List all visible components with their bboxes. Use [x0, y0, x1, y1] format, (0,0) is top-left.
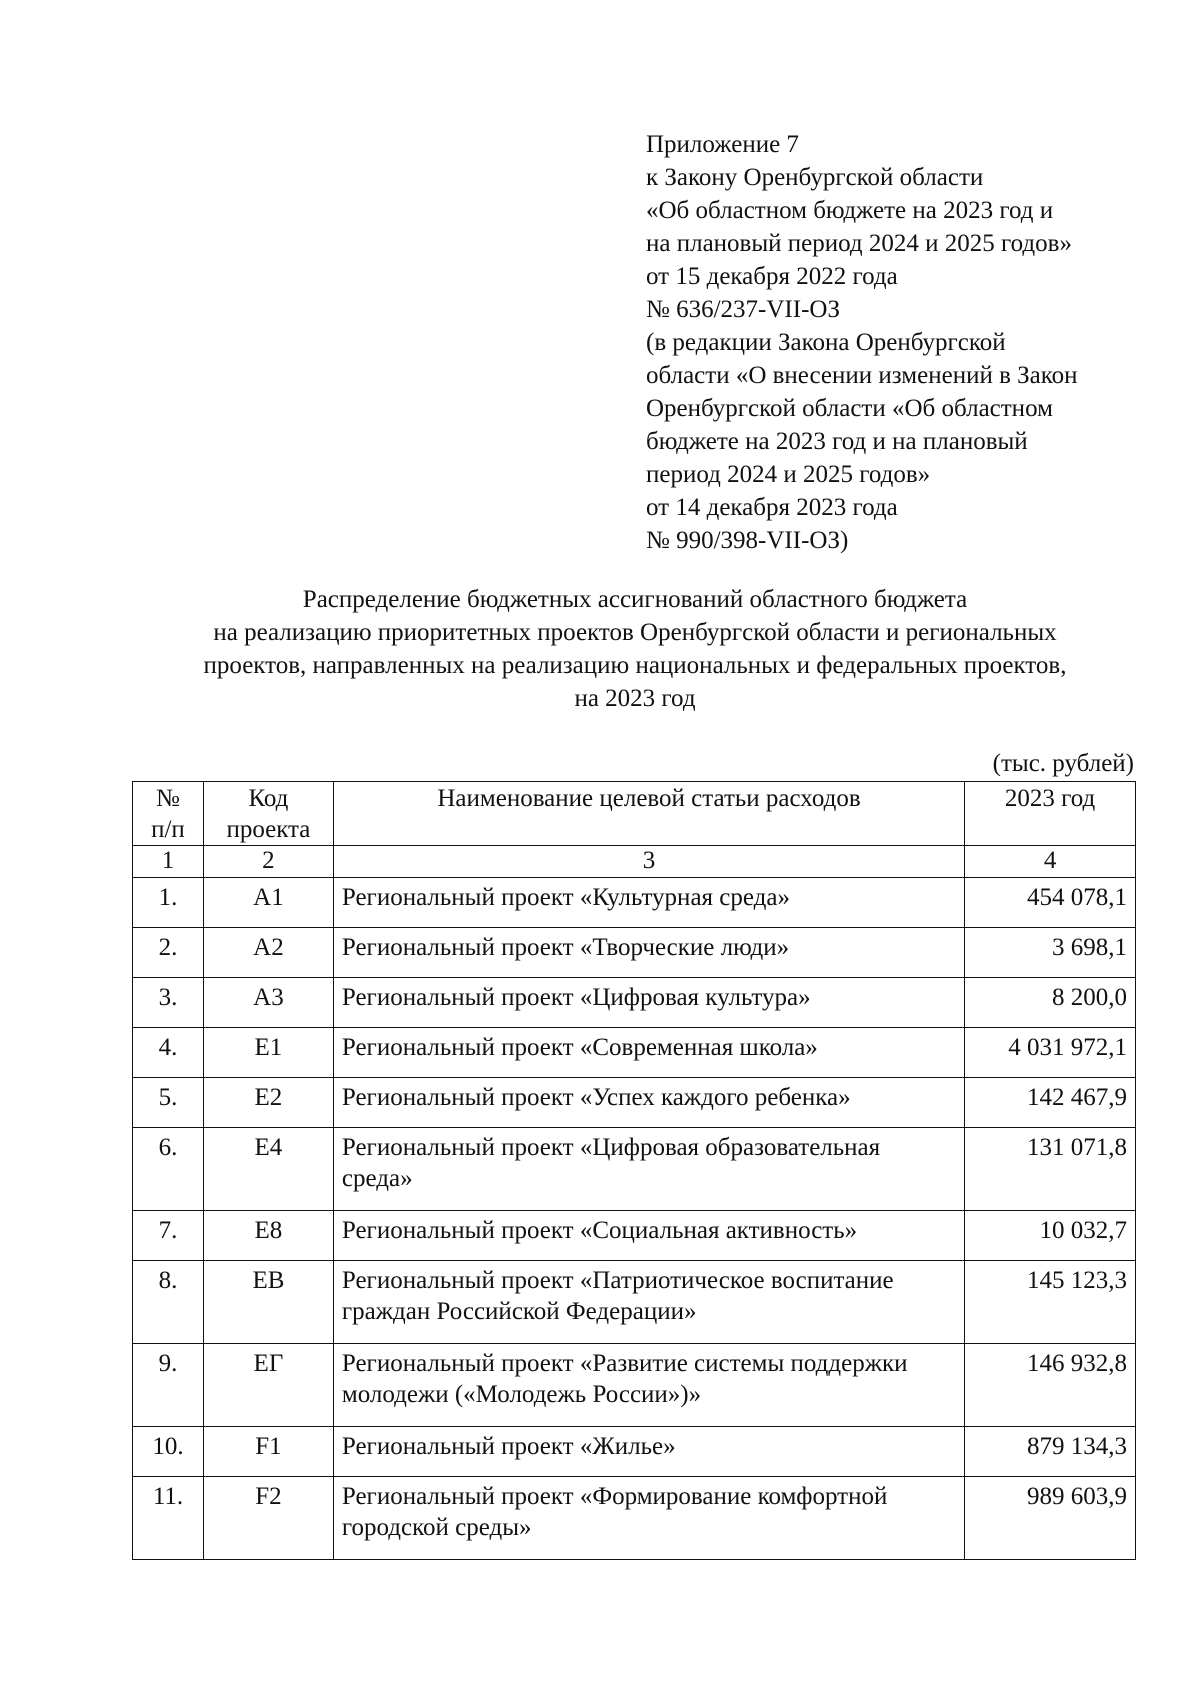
header-code-line: Код	[248, 785, 289, 812]
table-header-row	[133, 782, 1136, 846]
units-label: (тыс. рублей)	[992, 750, 1134, 777]
title-line: проектов, направленных на реализацию национальных и федеральных проектов,	[203, 652, 1067, 679]
table-row	[133, 1028, 1136, 1078]
document-title	[130, 583, 1140, 715]
appendix-line: № 990/398-VII-ОЗ)	[646, 527, 849, 554]
row-code: ЕГ	[203, 1344, 333, 1427]
appendix-line: от 14 декабря 2023 года	[646, 494, 898, 521]
table-row	[133, 1128, 1136, 1211]
header-num	[133, 782, 204, 846]
column-index: 1	[133, 846, 204, 878]
table-row	[133, 878, 1136, 928]
row-amount: 879 134,3	[965, 1427, 1136, 1477]
row-name: Региональный проект «Современная школа»	[333, 1028, 964, 1078]
row-amount: 145 123,3	[965, 1261, 1136, 1344]
row-num: 8.	[133, 1261, 204, 1344]
row-num: 3.	[133, 978, 204, 1028]
title-line: на 2023 год	[574, 685, 696, 712]
header-code	[203, 782, 333, 846]
row-code: А2	[203, 928, 333, 978]
row-code: Е1	[203, 1028, 333, 1078]
table-row	[133, 1344, 1136, 1427]
row-name: Региональный проект «Успех каждого ребенка»	[333, 1078, 964, 1128]
table-row	[133, 928, 1136, 978]
appendix-line: период 2024 и 2025 годов»	[646, 461, 931, 488]
header-amount: 2023 год	[965, 782, 1136, 846]
row-amount: 8 200,0	[965, 978, 1136, 1028]
row-num: 4.	[133, 1028, 204, 1078]
row-num: 7.	[133, 1211, 204, 1261]
row-num: 5.	[133, 1078, 204, 1128]
appendix-line: к Закону Оренбургской области	[646, 164, 984, 191]
row-name: Региональный проект «Цифровая культура»	[333, 978, 964, 1028]
row-name: Региональный проект «Культурная среда»	[333, 878, 964, 928]
row-num: 6.	[133, 1128, 204, 1211]
row-name: Региональный проект «Цифровая образовательная среда»	[333, 1128, 964, 1211]
table-row	[133, 978, 1136, 1028]
row-amount: 10 032,7	[965, 1211, 1136, 1261]
table-row	[133, 1477, 1136, 1560]
appendix-line: на плановый период 2024 и 2025 годов»	[646, 230, 1072, 257]
row-amount: 142 467,9	[965, 1078, 1136, 1128]
table-row	[133, 1261, 1136, 1344]
row-code: Е2	[203, 1078, 333, 1128]
row-amount: 3 698,1	[965, 928, 1136, 978]
row-name: Региональный проект «Развитие системы поддержки молодежи («Молодежь России»)»	[333, 1344, 964, 1427]
column-index-row	[133, 846, 1136, 878]
row-name: Региональный проект «Социальная активность»	[333, 1211, 964, 1261]
row-code: А3	[203, 978, 333, 1028]
appendix-line: бюджете на 2023 год и на плановый	[646, 428, 1028, 455]
title-line: на реализацию приоритетных проектов Оренбургской области и региональных	[213, 619, 1057, 646]
header-name: Наименование целевой статьи расходов	[333, 782, 964, 846]
row-num: 2.	[133, 928, 204, 978]
row-num: 9.	[133, 1344, 204, 1427]
row-amount: 989 603,9	[965, 1477, 1136, 1560]
title-line: Распределение бюджетных ассигнований областного бюджета	[302, 586, 968, 613]
table-row	[133, 1078, 1136, 1128]
row-code: Е4	[203, 1128, 333, 1211]
appendix-line: (в редакции Закона Оренбургской	[646, 329, 1006, 356]
header-code-line: проекта	[226, 816, 311, 843]
row-name: Региональный проект «Патриотическое воспитание граждан Российской Федерации»	[333, 1261, 964, 1344]
column-index: 4	[965, 846, 1136, 878]
row-code: F2	[203, 1477, 333, 1560]
row-amount: 131 071,8	[965, 1128, 1136, 1211]
row-num: 10.	[133, 1427, 204, 1477]
row-num: 11.	[133, 1477, 204, 1560]
column-index: 3	[333, 846, 964, 878]
row-name: Региональный проект «Жилье»	[333, 1427, 964, 1477]
header-num-line: №	[156, 785, 180, 812]
row-amount: 454 078,1	[965, 878, 1136, 928]
appendix-line: от 15 декабря 2022 года	[646, 263, 898, 290]
row-code: А1	[203, 878, 333, 928]
appendix-line: Оренбургской области «Об областном	[646, 395, 1053, 422]
budget-table	[132, 781, 1136, 1560]
row-amount: 146 932,8	[965, 1344, 1136, 1427]
row-num: 1.	[133, 878, 204, 928]
column-index: 2	[203, 846, 333, 878]
row-amount: 4 031 972,1	[965, 1028, 1136, 1078]
appendix-line: области «О внесении изменений в Закон	[646, 362, 1078, 389]
header-num-line: п/п	[151, 816, 185, 843]
row-code: F1	[203, 1427, 333, 1477]
row-name: Региональный проект «Формирование комфортной городской среды»	[333, 1477, 964, 1560]
appendix-line: № 636/237-VII-ОЗ	[646, 296, 840, 323]
table-row	[133, 1211, 1136, 1261]
row-code: Е8	[203, 1211, 333, 1261]
row-name: Региональный проект «Творческие люди»	[333, 928, 964, 978]
appendix-line: Приложение 7	[646, 131, 799, 158]
appendix-line: «Об областном бюджете на 2023 год и	[646, 197, 1054, 224]
row-code: ЕВ	[203, 1261, 333, 1344]
appendix-header	[646, 128, 1078, 557]
table-row	[133, 1427, 1136, 1477]
